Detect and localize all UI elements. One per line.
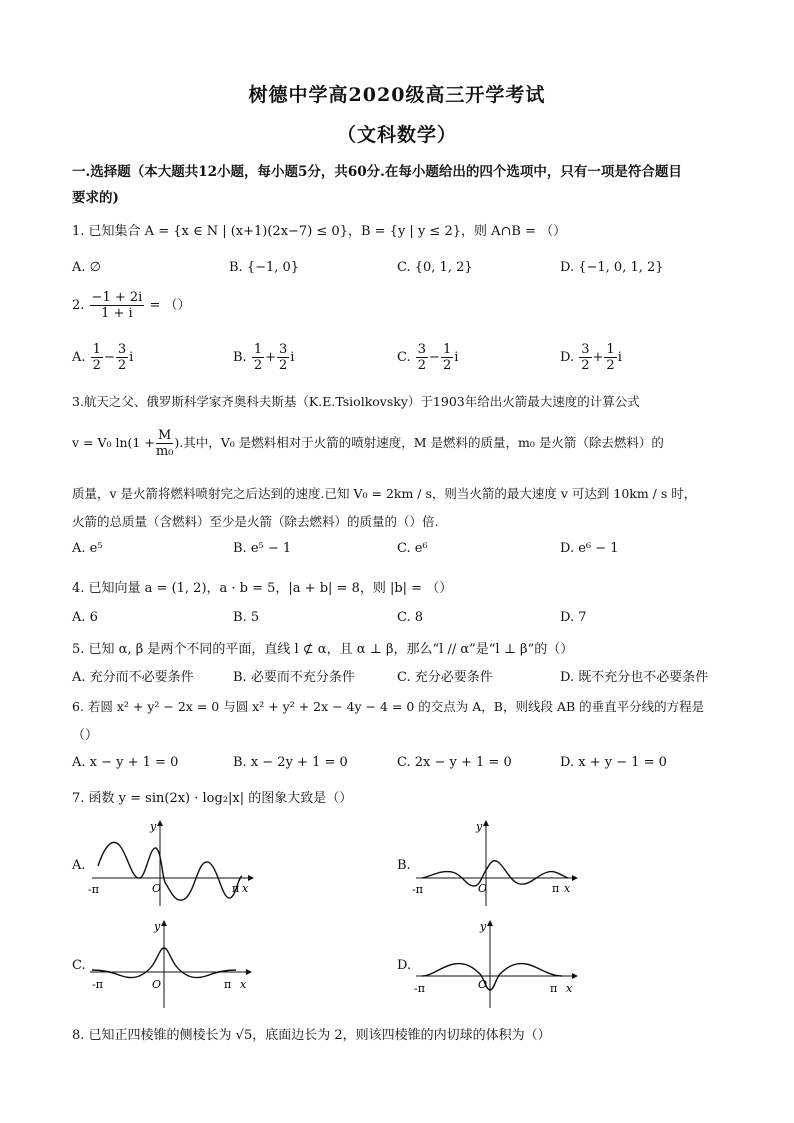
q2-c-n1: 3: [417, 342, 427, 357]
q6-option-b: B. x − 2y + 1 = 0: [233, 755, 348, 770]
q2-a-op: −: [103, 350, 115, 365]
q7d-x-label: x: [566, 982, 573, 995]
q2-a-i: i: [129, 350, 134, 365]
q4-option-a: A. 6: [72, 610, 98, 625]
q2-c-op: −: [429, 350, 440, 365]
q2-b-n2: 3: [279, 342, 288, 357]
q4-option-d: D. 7: [560, 610, 587, 625]
question-7-stem: 7. 函数 y = sin(2x) · log₂|x| 的图象大致是（）: [72, 791, 353, 806]
q7b-neg-pi-label: -π: [412, 883, 423, 896]
q3-formula-post: ).其中，V₀ 是燃料相对于火箭的喷射速度，M 是燃料的质量，m₀ 是火箭（除去燃料）的: [174, 435, 664, 450]
q7a-origin-label: O: [152, 882, 162, 895]
q7d-pi-label: π: [550, 982, 558, 995]
q7c-x-label: x: [240, 978, 247, 991]
question-4-stem: 4. 已知向量 a = (1, 2)，a · b = 5，|a + b| = 8，则 |b| = （）: [72, 581, 453, 596]
q7-option-d-label: D.: [397, 958, 412, 973]
question-2-stem: [72, 290, 722, 321]
question-6-stem-2: （）: [72, 728, 99, 743]
question-6-stem: 6. 若圆 x² + y² − 2x = 0 与圆 x² + y² + 2x − 4y − 4 = 0 的交点为 A，B，则线段 AB 的垂直平分线的方程是: [72, 699, 705, 714]
q7-graph-d: [414, 918, 579, 1010]
q2-d-n1: 3: [581, 342, 590, 357]
q2-a-d2: 2: [117, 358, 127, 373]
q3-formula-den: m₀: [155, 444, 174, 459]
q7c-neg-pi-label: -π: [92, 978, 103, 991]
exam-title: 树德中学高2020级高三开学考试: [248, 84, 546, 106]
q7-option-b-label: B.: [397, 858, 411, 873]
question-1-stem: 1. 已知集合 A = {x ∈ N | (x+1)(2x−7) ≤ 0}，B = {y | y ≤ 2}，则 A∩B = （）: [72, 224, 567, 239]
q7-option-a-label: A.: [72, 858, 86, 873]
q2-c-label: C.: [397, 350, 411, 365]
q2-c-i: i: [454, 350, 459, 365]
q3-option-a: A. e⁵: [72, 541, 103, 556]
q2-option-c: [397, 342, 458, 373]
q2-denominator: 1 + i: [101, 306, 133, 321]
q7b-pi-label: π: [552, 882, 560, 895]
q3-formula-pre: v = V₀ ln(1 +: [72, 435, 155, 450]
q7b-y-label: y: [476, 820, 483, 833]
q5-option-d: D. 既不充分也不必要条件: [560, 670, 709, 685]
q7a-x-label: x: [242, 882, 249, 895]
q7-graph-a: [90, 818, 255, 908]
q7b-origin-label: O: [478, 882, 488, 895]
q7d-y-label: y: [480, 920, 487, 933]
q3-option-d: D. e⁶ − 1: [560, 541, 619, 556]
q5-option-b: B. 必要而不充分条件: [233, 670, 355, 685]
q1-option-b: B. {−1, 0}: [229, 260, 300, 275]
q2-b-n1: 1: [253, 342, 263, 357]
q7-graph-b: [414, 818, 579, 908]
q2-a-n1: 1: [92, 342, 101, 357]
q4-option-c: C. 8: [397, 610, 424, 625]
q2-d-label: D.: [560, 350, 575, 365]
q2-d-op: +: [592, 350, 604, 365]
q3-option-b: B. e⁵ − 1: [233, 541, 292, 556]
question-8-stem: 8. 已知正四棱锥的侧棱长为 √5，底面边长为 2，则该四棱锥的内切球的体积为（）: [72, 1028, 551, 1043]
q7a-neg-pi-label: -π: [88, 883, 99, 896]
q2-option-d: [560, 342, 622, 373]
question-3-formula-line: [72, 428, 722, 459]
section-heading-line2: 要求的): [72, 190, 119, 206]
q2-d-d1: 2: [581, 358, 590, 373]
question-5-stem: 5. 已知 α, β 是两个不同的平面，直线 l ⊄ α，且 α ⊥ β，那么“l // α”是“l ⊥ β”的（）: [72, 642, 574, 657]
q2-d-d2: 2: [606, 358, 615, 373]
q7c-origin-label: O: [152, 978, 162, 991]
q7d-neg-pi-label: -π: [414, 982, 425, 995]
q2-option-b: [233, 342, 294, 373]
q2-c-d1: 2: [417, 358, 427, 373]
q7c-y-label: y: [154, 920, 161, 933]
q1-option-d: D. {−1, 0, 1, 2}: [560, 260, 664, 275]
q7b-x-label: x: [564, 882, 571, 895]
q3-option-c: C. e⁶: [397, 541, 428, 556]
q6-option-a: A. x − y + 1 = 0: [72, 755, 179, 770]
q2-fraction: [90, 290, 145, 321]
q2-d-n2: 1: [606, 342, 615, 357]
q7-option-c-label: C.: [72, 958, 86, 973]
q1-option-a: A. ∅: [72, 260, 101, 275]
q2-a-label: A.: [72, 350, 86, 365]
q7a-y-label: y: [150, 820, 157, 833]
q5-option-a: A. 充分而不必要条件: [72, 670, 194, 685]
exam-subtitle: （文科数学）: [336, 124, 457, 146]
q2-a-d1: 2: [92, 358, 101, 373]
q2-d-i: i: [617, 350, 622, 365]
q2-b-label: B.: [233, 350, 247, 365]
question-3-line3: 质量，v 是火箭将燃料喷射完之后达到的速度.已知 V₀ = 2km / s，则当火箭的最大速度 v 可达到 10km / s 时，: [72, 486, 697, 501]
q4-option-b: B. 5: [233, 610, 260, 625]
q2-option-a: [72, 342, 133, 373]
q2-b-i: i: [290, 350, 295, 365]
q2-numerator: −1 + 2i: [91, 290, 143, 305]
q2-b-op: +: [265, 350, 277, 365]
q3-formula-num: M: [156, 428, 174, 444]
q1-option-c: C. {0, 1, 2}: [397, 260, 473, 275]
q2-number: 2.: [72, 298, 85, 313]
q2-c-d2: 2: [442, 358, 452, 373]
q6-option-d: D. x + y − 1 = 0: [560, 755, 667, 770]
q7a-pi-label: π: [232, 882, 240, 895]
q6-option-c: C. 2x − y + 1 = 0: [397, 755, 512, 770]
q7c-pi-label: π: [224, 978, 232, 991]
section-heading-line1: 一.选择题（本大题共12小题，每小题5分，共60分.在每小题给出的四个选项中，只有一项是符合题目: [72, 164, 682, 180]
q2-b-d1: 2: [253, 358, 263, 373]
q7d-origin-label: O: [478, 978, 488, 991]
q2-b-d2: 2: [279, 358, 288, 373]
q2-c-n2: 1: [442, 342, 452, 357]
question-3-line1: 3.航天之父、俄罗斯科学家齐奥科夫斯基（K.E.Tsiolkovsky）于1903年给出火箭最大速度的计算公式: [72, 394, 640, 409]
q5-option-c: C. 充分必要条件: [397, 670, 493, 685]
question-3-line4: 火箭的总质量（含燃料）至少是火箭（除去燃料）的质量的（）倍.: [72, 514, 439, 529]
q2-a-n2: 3: [117, 342, 127, 357]
q2-suffix: = （）: [149, 298, 191, 313]
q7-graph-c: [88, 918, 253, 1010]
